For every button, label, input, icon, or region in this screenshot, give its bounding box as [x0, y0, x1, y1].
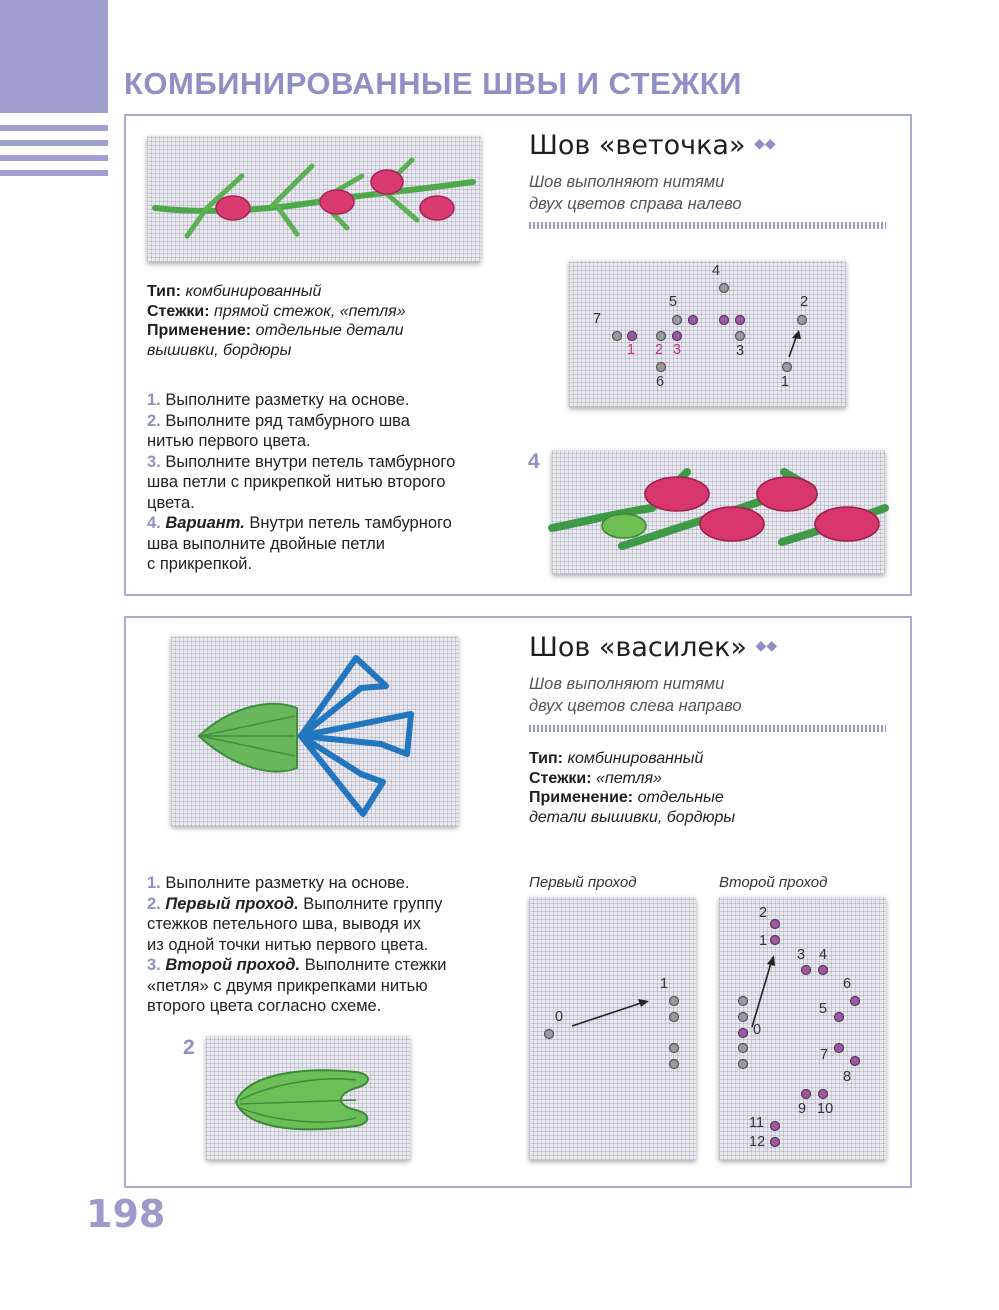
step-text: Выполните группу: [303, 894, 443, 913]
diagram-label: 3: [797, 947, 806, 963]
diagram-label: 2: [759, 905, 768, 921]
diagram-label: 8: [843, 1069, 852, 1085]
diagram-label: 1: [759, 933, 768, 949]
step-text: с прикрепкой.: [147, 555, 253, 573]
caption-second-pass: Второй проход: [719, 874, 828, 891]
diagram-label: 12: [749, 1134, 766, 1150]
step-text: Выполните разметку на основе.: [165, 391, 410, 409]
photo-vetochka: [147, 136, 481, 262]
diagram-label: 2: [800, 294, 809, 310]
type-label: Тип:: [529, 750, 563, 767]
section2-subtitle: [529, 673, 742, 717]
step-text: Выполните ряд тамбурного шва: [165, 411, 410, 430]
step-number: 1.: [147, 874, 161, 892]
stitches-value: прямой стежок, «петля»: [214, 302, 406, 320]
diagram-vetochka-marks: [569, 261, 846, 407]
subtitle-line: двух цветов справа налево: [529, 195, 742, 213]
side-stripe: [0, 155, 108, 161]
subtitle-line: Шов выполняют нитями: [529, 173, 725, 191]
diagram-label: 7: [593, 311, 602, 327]
step-number: 4.: [147, 514, 161, 532]
step-number: 2.: [147, 411, 161, 430]
side-stripe: [0, 125, 108, 131]
dotted-divider: [529, 222, 886, 229]
vetochka-embroidery: [147, 136, 481, 262]
diagram-second-pass-marks: [719, 897, 886, 1160]
section2-title: [529, 632, 777, 663]
diagram-label: 3: [736, 343, 745, 359]
step-text: нитью первого цвета.: [147, 432, 311, 450]
step-number: 3.: [147, 956, 161, 974]
diagram-label: 2: [655, 342, 664, 358]
stitches-label: Стежки:: [529, 769, 592, 787]
diagram-label: 0: [555, 1009, 564, 1025]
diamond-icon: ◆◆: [755, 638, 778, 654]
diagram-label: 6: [656, 374, 665, 390]
section1-info: [147, 282, 487, 360]
usage-label: Применение:: [147, 322, 252, 339]
diagram-label: 6: [843, 976, 852, 992]
step-text: из одной точки нитью первого цвета.: [147, 935, 429, 954]
step-text: стежков петельного шва, выводя их: [147, 915, 421, 933]
step-number: 1.: [147, 391, 161, 409]
photo-vetochka-variant: [552, 450, 885, 574]
step-text: шва выполните двойные петли: [147, 534, 385, 553]
usage-value: детали вышивки, бордюры: [529, 808, 736, 826]
step: [147, 513, 517, 575]
vasilek-embroidery: [171, 636, 458, 826]
section2-title-text: Шов «василек»: [529, 632, 747, 663]
type-label: Тип:: [147, 283, 181, 300]
caption-first-pass: Первый проход: [529, 874, 637, 891]
diagram-label: 3: [673, 342, 682, 358]
step-text: цвета.: [147, 493, 195, 512]
step-text: Выполните стежки: [304, 956, 447, 974]
side-color-block: [0, 0, 108, 113]
diagram-label: 7: [820, 1047, 829, 1063]
step-text: шва петли с прикрепкой нитью второго: [147, 473, 446, 491]
diagram-label: 1: [781, 374, 790, 390]
step: [147, 411, 517, 452]
subtitle-line: двух цветов слева направо: [529, 697, 742, 715]
side-stripe: [0, 140, 108, 146]
usage-label: Применение:: [529, 789, 634, 806]
type-value: комбинированный: [185, 283, 322, 300]
usage-value: отдельные детали: [255, 322, 404, 339]
step-text: Выполните внутри петель тамбурного: [165, 452, 456, 471]
photo-vasilek-step2: [206, 1036, 410, 1160]
diagram-label: 1: [660, 976, 669, 992]
diagram-label: 11: [749, 1115, 765, 1131]
step-pass-label: Второй проход.: [165, 956, 301, 974]
step-text: Выполните разметку на основе.: [165, 874, 410, 892]
page-title: КОМБИНИРОВАННЫЕ ШВЫ И СТЕЖКИ: [124, 66, 742, 101]
diagram-label: 5: [669, 294, 678, 310]
section1-title: [529, 130, 776, 161]
step-pass-label: Первый проход.: [165, 894, 299, 913]
step-text: «петля» с двумя прикрепками нитью: [147, 976, 428, 995]
section1-subtitle: [529, 171, 742, 215]
diagram-first-pass-marks: [529, 897, 696, 1160]
section2-info: [529, 749, 859, 827]
page-number: 198: [86, 1192, 166, 1236]
diagram-label: 9: [798, 1101, 807, 1117]
diagram-label: 10: [817, 1101, 834, 1117]
diamond-icon: ◆◆: [754, 136, 776, 152]
step: [147, 955, 517, 1017]
diagram-label: 4: [819, 947, 828, 963]
subtitle-line: Шов выполняют нитями: [529, 675, 725, 693]
step: [147, 894, 517, 956]
step-variant-label: Вариант.: [165, 514, 245, 532]
diagram-label: 4: [712, 263, 721, 279]
usage-value: отдельные: [637, 789, 724, 806]
diagram-first-pass: [529, 897, 696, 1160]
diagram-label: 0: [753, 1022, 762, 1038]
step: [147, 452, 517, 514]
step: [147, 390, 517, 411]
diagram-second-pass: [719, 897, 886, 1160]
dotted-divider: [529, 725, 886, 732]
usage-value: вышивки, бордюры: [147, 341, 292, 359]
diagram-vetochka: [569, 261, 846, 407]
stitches-value: «петля»: [596, 769, 662, 787]
diagram-label: 5: [819, 1001, 828, 1017]
step-text: второго цвета согласно схеме.: [147, 997, 382, 1015]
vetochka-variant-embroidery: [552, 450, 885, 574]
step-number: 2.: [147, 894, 161, 913]
figure-marker: 2: [183, 1036, 195, 1059]
step: [147, 873, 517, 894]
side-stripe: [0, 170, 108, 176]
photo-vasilek: [171, 636, 458, 826]
section2-steps: [147, 873, 517, 1017]
step-number: 3.: [147, 452, 161, 471]
section1-title-text: Шов «веточка»: [529, 130, 746, 161]
step-text: Внутри петель тамбурного: [249, 514, 452, 532]
section1-steps: [147, 390, 517, 575]
stitches-label: Стежки:: [147, 302, 210, 320]
vasilek-bud-embroidery: [206, 1036, 410, 1160]
figure-marker: 4: [528, 450, 540, 473]
diagram-label: 1: [627, 342, 636, 358]
type-value: комбинированный: [567, 750, 704, 767]
